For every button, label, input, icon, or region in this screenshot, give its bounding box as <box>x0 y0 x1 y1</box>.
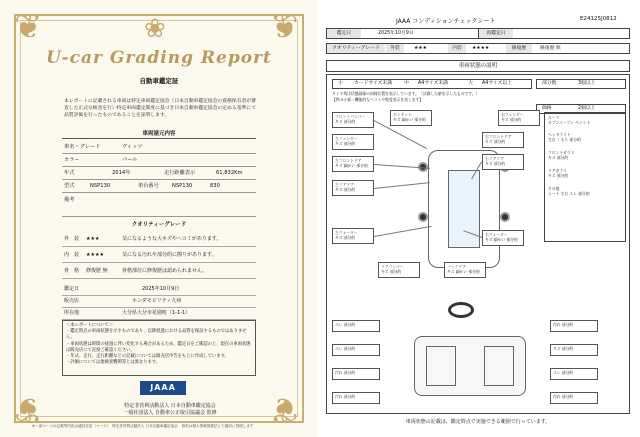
part-box: バックドア キズ 細かい 部分的 <box>444 262 486 278</box>
front-seat-right <box>484 346 514 386</box>
part-box: 左クォーター キズ 部分的 <box>332 228 374 244</box>
grade-label: クオリティーグレード <box>327 44 385 53</box>
quality-stars: ★★★ <box>86 236 100 242</box>
quality-desc: 骨格部位に修復歴は認められません。 <box>122 268 208 274</box>
quality-row-interior <box>62 248 256 263</box>
date-label: 鑑定日 <box>327 29 361 38</box>
issue-value: 2025年10月9日 <box>142 286 180 292</box>
vehicle-frame-value: NSP130 <box>172 183 193 189</box>
front-seat-left <box>426 346 456 386</box>
side-note: ルーフ セブンイーブン ペイント <box>548 115 591 125</box>
issue-label: 鑑定日 <box>64 286 80 292</box>
part-box: 左フロントドア キズ 細かい 部分的 <box>332 156 374 172</box>
legend-mark: 大 <box>468 81 473 86</box>
legend-text: カードサイズ未満 <box>354 81 392 86</box>
certificate-subtitle: 自動車鑑定証 <box>139 77 179 85</box>
certificate-notes <box>62 320 256 376</box>
vehicle-model-label: 型式 <box>64 183 75 189</box>
issue-label: 販売店 <box>64 298 80 304</box>
part-box: リアバンパー キズ 部分的 <box>378 262 420 278</box>
vehicle-color-row <box>62 155 256 167</box>
car-cabin <box>448 170 480 248</box>
association-line-2: 一般社団法人 自動車公正取引協議会 監修 <box>123 409 217 416</box>
issue-row-date <box>62 284 256 296</box>
vehicle-year-value: 2014年 <box>112 170 131 176</box>
vehicle-remarks-label: 備考 <box>64 197 75 203</box>
vehicle-color-label: カラー <box>64 157 80 163</box>
issue-value: 大分県大分市花園町（1-1-1） <box>122 310 191 316</box>
summary-value: 2個以上 <box>578 106 596 111</box>
side-note: フロントガラス キズ 部分的 <box>548 150 575 160</box>
part-box: 右クォーター キズ 細かい 部分的 <box>482 230 524 246</box>
re-date-label: 再鑑定日 <box>479 29 513 38</box>
legend-mark: 中 <box>404 81 409 86</box>
association-line-1: 特定非営利活動法人 日本自動車鑑定協会 <box>124 403 216 409</box>
quality-section-title: クオリティーグレード <box>131 222 187 228</box>
part-box: 右フェンダー キズ 部分的 <box>498 110 540 126</box>
note-line: ・車両状態は時間の経過に伴い変化する場合があるため、鑑定日をご確認の上、現在の車両状態は販売店にて直接ご確認ください。 <box>66 341 251 353</box>
issue-value: ホンダモビリティ九州 <box>132 298 182 304</box>
issue-row-address <box>62 308 256 320</box>
legend-text: A4サイズ以上 <box>482 81 512 86</box>
vehicle-mileage-value: 61,832Km <box>216 170 243 176</box>
interior-label: 内装 <box>448 44 466 53</box>
interior-part-box: スレ 部分的 <box>332 344 380 356</box>
part-box: 左フェンダー キズ 部分的 <box>332 134 374 150</box>
summary-label: 部分数 <box>542 81 557 86</box>
quality-desc: 気になるような大キズやヘコミがあります。 <box>122 236 222 242</box>
legend-mark: 小 <box>338 81 343 86</box>
certificate-intro: 本レポートに記載される車両は特定車両鑑定協会（日本自動車鑑定協会の資格保有者が審査した正式な検査を行い特定車両鑑定制度に基づき日本自動車鑑定協会の定める基準にて品質評価を行ったものであることを証明します。 <box>64 99 256 119</box>
side-note: その他 シート 左右 スレ 部分的 <box>548 186 590 196</box>
corner-ornament-icon: ❦ <box>270 7 299 47</box>
ribbon-bow-icon: ❀ <box>144 14 166 44</box>
quality-desc: 気になる汚れや部分的に擦りがあります。 <box>122 252 217 258</box>
vehicle-name-label: 車名・グレード <box>64 144 101 150</box>
vehicle-model-row <box>62 181 256 193</box>
association-name <box>90 403 250 416</box>
side-note: ヘッドライト 左右 くもり 部分的 <box>548 132 581 142</box>
interior-part-box: 汚れ 部分的 <box>550 392 598 404</box>
vehicle-mileage-label: 走行距離表示 <box>164 170 196 176</box>
interior-part-box: 汚れ 部分的 <box>332 392 380 404</box>
quality-label: 外 装 <box>64 236 80 242</box>
rear-left-tire-icon <box>418 212 428 222</box>
corner-ornament-icon: ❦ <box>14 389 43 429</box>
sheet-footer-note: 車両状態の記載は、鑑定時点で実施できる範囲で行っています。 <box>405 419 551 425</box>
vehicle-name-row <box>62 142 256 154</box>
certificate-title: U-car Grading Report <box>46 48 272 68</box>
repair-value: 修復歴 無 <box>540 46 561 51</box>
summary-label: 価格 <box>542 106 552 111</box>
vehicle-remarks-row <box>62 198 256 217</box>
rear-right-tire-icon <box>500 212 510 222</box>
steering-wheel-icon <box>448 302 474 318</box>
vehicle-year-row <box>62 168 256 180</box>
vehicle-frame-value-2: 830 <box>210 183 220 189</box>
quality-stars: 修復歴 無 <box>86 268 108 274</box>
repair-label: 修復歴 <box>506 44 532 53</box>
quality-row-frame <box>62 264 256 279</box>
certificate-footer: ※一部ページの記載等内容は適宜変更（ページ） 特定非営利活動法人 日本自動車鑑定協会 資料は個人情報保護法にて適切に管理します <box>32 424 254 428</box>
note-line: ・鑑定時点の車両状態を示すものであり、以降経過における品質を保証するものではありません。 <box>66 329 247 341</box>
side-note: リアガラス キズ 部分的 <box>548 168 569 178</box>
interior-part-box: スレ 部分的 <box>332 320 380 332</box>
vehicle-year-label: 年式 <box>64 170 75 176</box>
corner-ornament-icon: ❦ <box>270 389 299 429</box>
jaaa-logo: JAAA <box>140 381 186 395</box>
grading-certificate <box>0 0 318 437</box>
interior-part-box: キズ 部分的 <box>550 344 598 356</box>
quality-label: 骨 格 <box>64 268 80 274</box>
issue-label: 所在地 <box>64 310 80 316</box>
sheet-id: E24125J0812 <box>580 16 617 22</box>
date-value: 2025年10月9日 <box>378 31 414 36</box>
vehicle-model-value: NSP130 <box>90 183 111 189</box>
note-line: ＜本レポートについて＞ <box>66 323 114 328</box>
quality-row-exterior <box>62 232 256 247</box>
corner-ornament-icon: ❦ <box>14 7 43 47</box>
condition-check-sheet <box>318 0 640 437</box>
section-title: 車両状態の説明 <box>458 63 498 69</box>
part-box: フロントバンパー キズ 部分的 <box>332 112 374 128</box>
vehicle-section-title: 車両諸元内容 <box>62 129 256 139</box>
part-box: 右フロントドア キズ 部分的 <box>482 132 524 148</box>
summary-value: 3個以上 <box>578 81 596 86</box>
interior-part-box: 汚れ 部分的 <box>332 368 380 380</box>
sheet-title: JAAA コンディションチェックシート <box>396 18 496 25</box>
interior-stars: ★★★★ <box>472 46 490 51</box>
exterior-stars: ★★★ <box>414 46 427 51</box>
part-box: 左リアドア キズ 部分的 <box>332 180 374 196</box>
part-box: 右リアドア キズ 部分的 <box>482 154 524 170</box>
legend-text: A4サイズ未満 <box>418 81 448 86</box>
quality-stars: ★★★★ <box>86 252 104 258</box>
interior-part-box: 汚れ 部分的 <box>550 320 598 332</box>
legend-note-2: 【例 X小板＝機能的なヘコミや程度表示を表します】 <box>332 97 424 102</box>
interior-part-box: スレ 部分的 <box>550 368 598 380</box>
vehicle-frame-label: 車台番号 <box>138 183 159 189</box>
legend-note-1: タイヤ残は状態画像の同様位置を表示しています。（計測した値を示したものです。） <box>332 91 480 96</box>
vehicle-name-value: ヴィッツ <box>122 144 143 150</box>
vehicle-color-value: パール <box>122 157 138 163</box>
part-box: ボンネット キズ 細かい 部分的 <box>390 110 432 126</box>
issue-row-dealer <box>62 296 256 308</box>
note-line: ・評価については他検査機関等とは異なります。 <box>66 360 161 366</box>
exterior-label: 外装 <box>386 44 404 53</box>
note-line: ・年式、走行、走行距離などの記載については販売店申告をもとに作成しています。 <box>66 354 229 360</box>
quality-label: 内 装 <box>64 252 80 258</box>
